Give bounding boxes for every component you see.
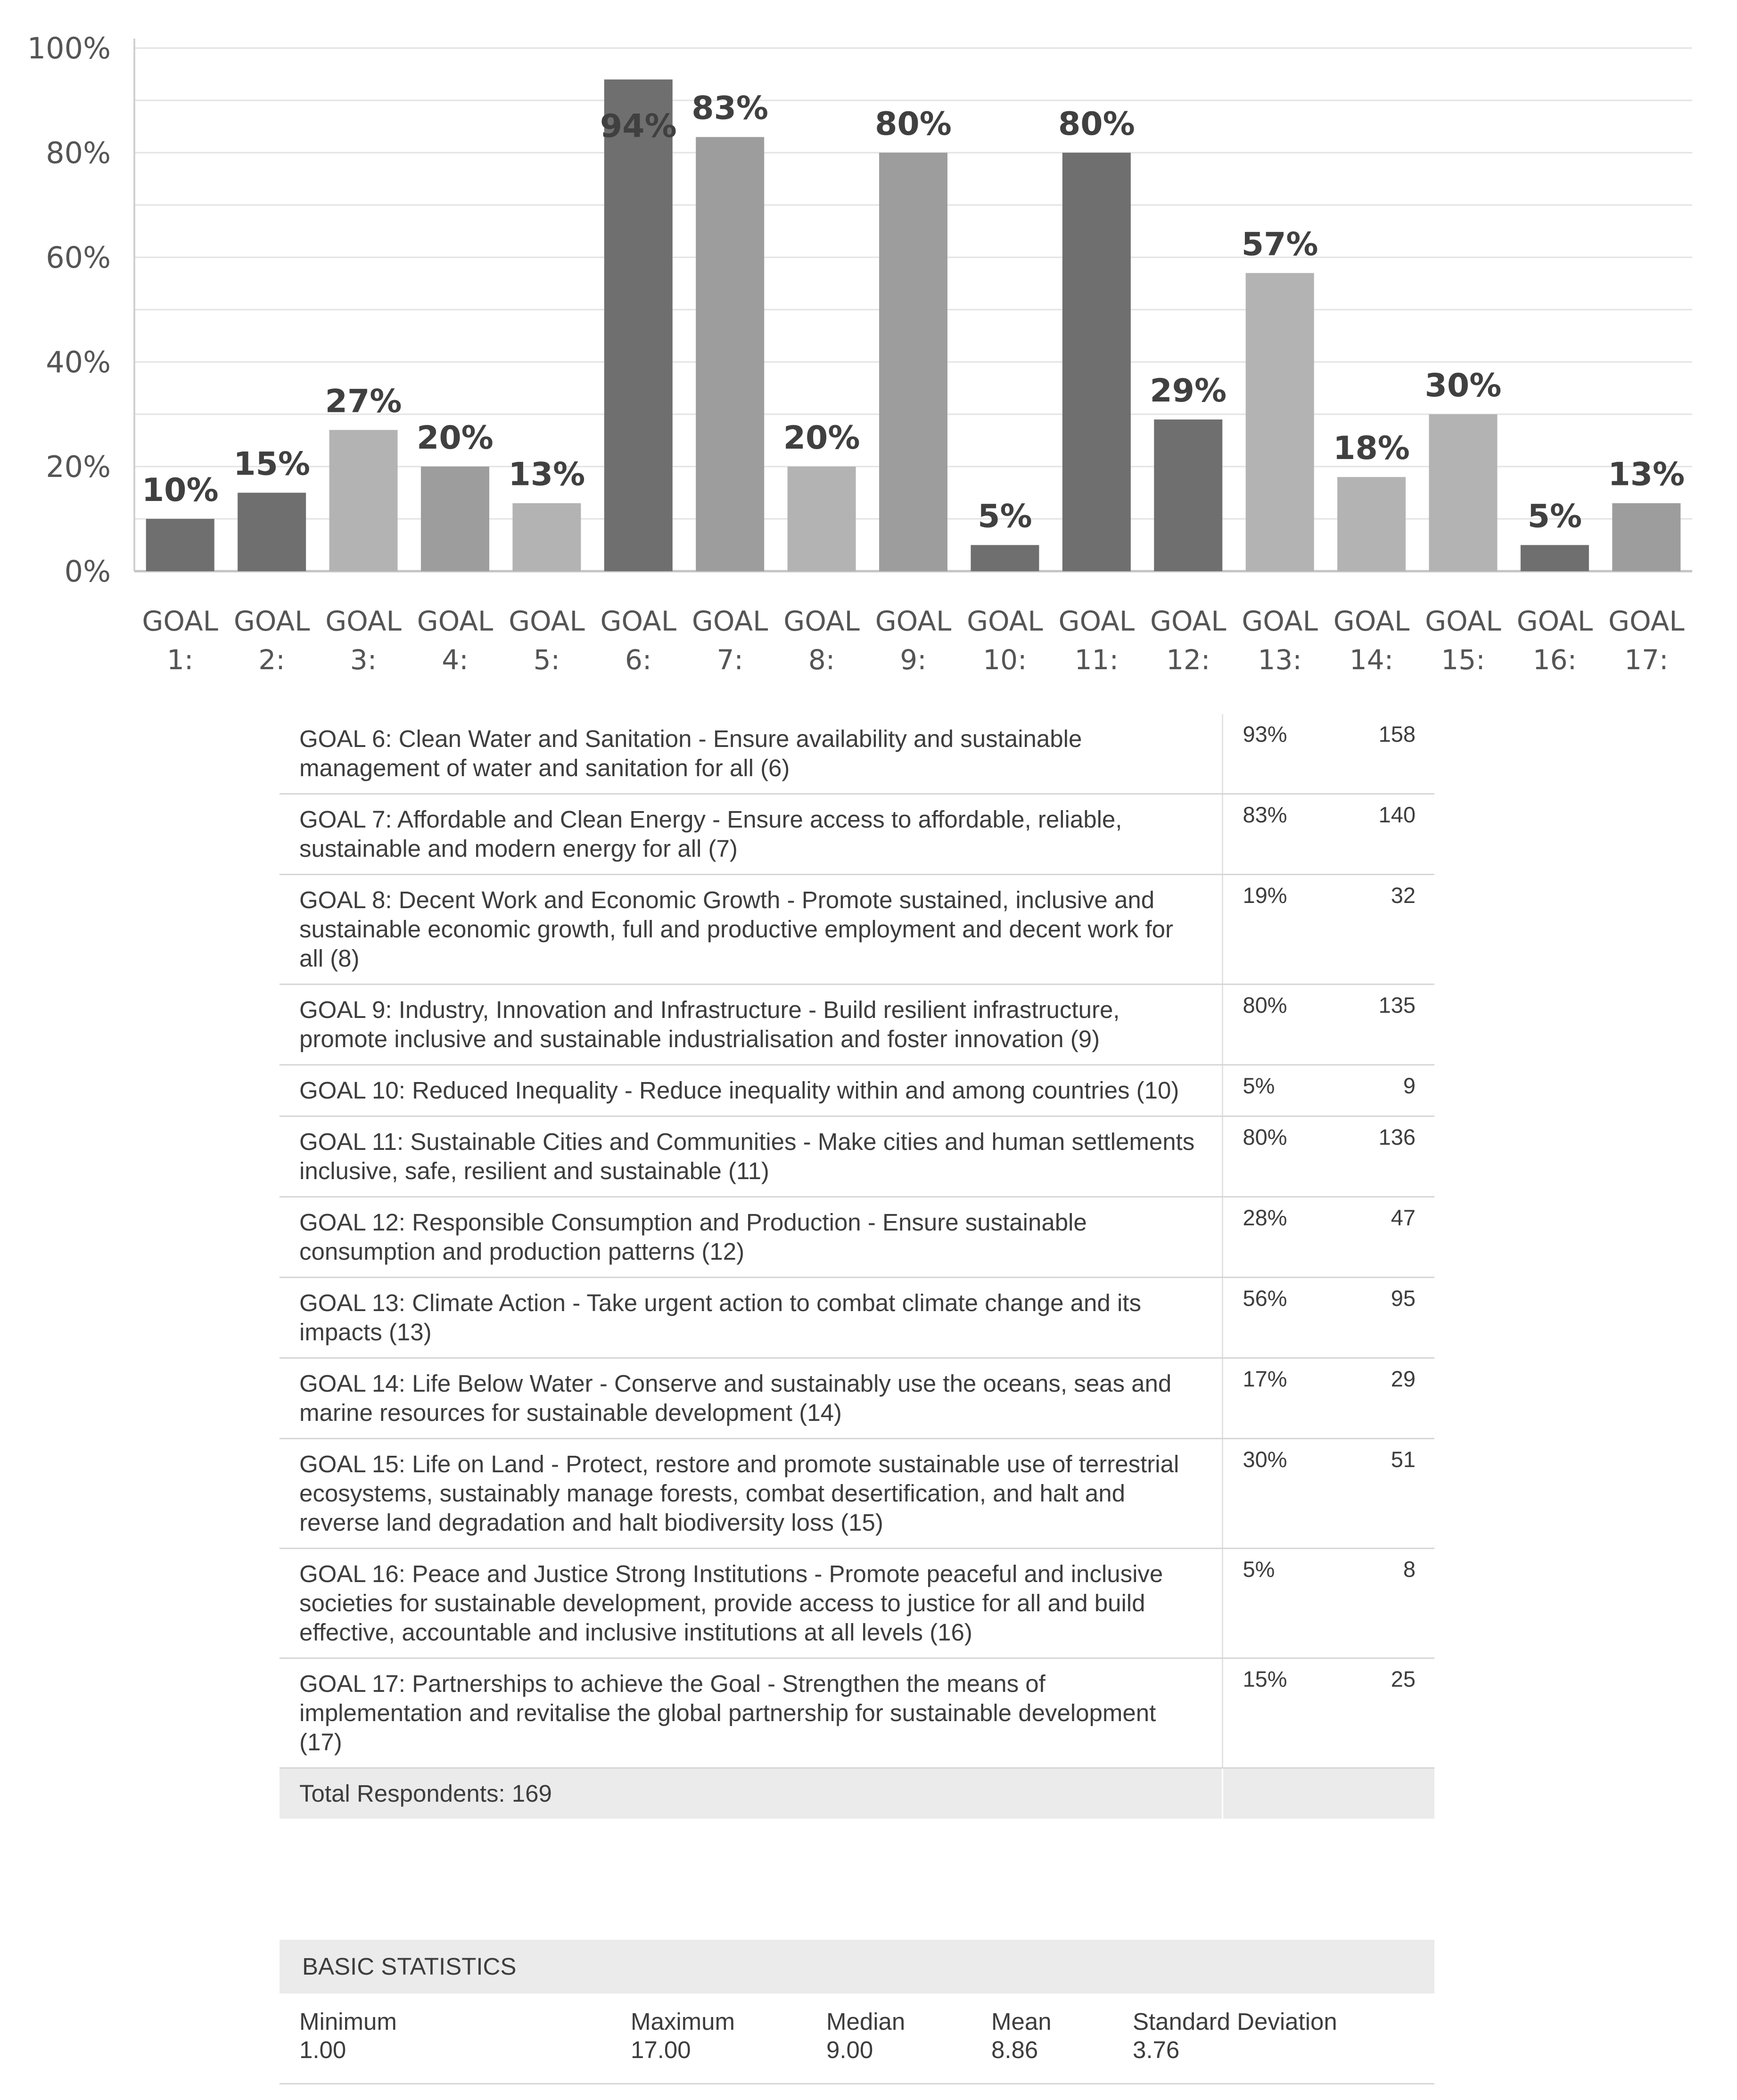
goal-percent: 15% [1222,1658,1317,1768]
stat-label: Mean [991,2008,1052,2035]
bar [1154,419,1222,571]
x-tick-label: GOAL [967,605,1043,637]
stat-standard-deviation [1133,2008,1337,2064]
x-tick-label: GOAL [1242,605,1318,637]
x-tick-label-number: 8: [808,644,835,676]
goal-description: GOAL 11: Sustainable Cities and Communities - Make cities and human settlements inclusive, safe, resilient and sustainable (11) [280,1116,1222,1197]
x-tick-label-number: 1: [166,644,194,676]
goal-count: 32 [1317,875,1434,984]
goal-description: GOAL 10: Reduced Inequality - Reduce inequality within and among countries (10) [280,1065,1222,1116]
x-tick-label-number: 11: [1074,644,1119,676]
bar [1429,414,1497,571]
x-tick-label-number: 12: [1166,644,1210,676]
data-label: 94% [600,107,677,145]
bar [1337,477,1406,571]
table-row [280,1439,1434,1549]
stat-label: Standard Deviation [1133,2008,1337,2035]
goal-percent: 56% [1222,1278,1317,1358]
data-label: 20% [783,419,860,457]
table-row [280,1358,1434,1439]
goal-count: 9 [1317,1065,1434,1116]
stat-value: 3.76 [1133,2036,1180,2063]
bar [329,430,398,571]
data-label: 18% [1333,430,1410,468]
x-tick-label-number: 10: [983,644,1027,676]
x-tick-label-number: 6: [625,644,652,676]
data-label: 29% [1150,372,1227,410]
x-tick-label: GOAL [875,605,952,637]
x-tick-label: GOAL [783,605,860,637]
y-tick-label: 40% [46,345,111,379]
stat-value: 9.00 [826,2036,873,2063]
stat-mean [991,2008,1052,2064]
x-tick-label-number: 5: [533,644,560,676]
data-label: 57% [1241,226,1318,263]
data-label: 10% [141,472,219,509]
stat-label: Median [826,2008,906,2035]
x-tick-label: GOAL [1516,605,1593,637]
total-respondents: Total Respondents: 169 [280,1768,1222,1819]
table-row [280,1549,1434,1658]
bar [146,519,214,571]
bar [696,137,764,571]
data-label: 80% [875,106,952,143]
stat-label: Minimum [299,2008,397,2035]
x-tick-label-number: 15: [1441,644,1485,676]
y-tick-label: 60% [46,240,111,275]
goals-table-container [280,714,1434,1819]
x-tick-label: GOAL [1333,605,1410,637]
x-tick-label: GOAL [600,605,677,637]
data-label: 20% [417,419,494,457]
goal-count: 136 [1317,1116,1434,1197]
x-tick-label-number: 9: [900,644,927,676]
x-tick-label: GOAL [1058,605,1135,637]
goal-percent: 80% [1222,1116,1317,1197]
table-row [280,794,1434,875]
bar [1062,153,1131,571]
goal-description: GOAL 15: Life on Land - Protect, restore and promote sustainable use of terrestrial ecosystems, sustainably manage forests, combat desertification, and halt and reverse land degradation and halt biodiversity loss (15) [280,1439,1222,1549]
bar [1612,503,1680,571]
goal-count: 135 [1317,984,1434,1065]
table-row [280,714,1434,794]
basic-statistics-header: BASIC STATISTICS [280,1940,1434,1993]
data-label: 30% [1424,367,1502,404]
bar [512,503,581,571]
x-tick-label: GOAL [1608,605,1685,637]
goals-table [280,714,1434,1819]
basic-statistics-values [280,1993,1434,2084]
stat-median [826,2008,905,2064]
data-label: 5% [1527,498,1582,535]
bar [1521,545,1589,572]
table-row [280,1065,1434,1116]
x-tick-label: GOAL [1150,605,1227,637]
goal-percent: 28% [1222,1197,1317,1278]
data-label: 83% [692,90,769,127]
x-tick-label-number: 17: [1624,644,1669,676]
table-row [280,1658,1434,1768]
x-tick-label-number: 7: [716,644,743,676]
goal-count: 95 [1317,1278,1434,1358]
goal-description: GOAL 17: Partnerships to achieve the Goal - Strengthen the means of implementation and revitalise the global partnership for sustainable development (17) [280,1658,1222,1768]
y-tick-label: 0% [64,554,111,589]
x-axis-ticks [142,605,1684,676]
stat-value: 1.00 [299,2036,346,2063]
y-tick-label: 20% [46,450,111,484]
table-row [280,984,1434,1065]
basic-statistics [280,1940,1434,2084]
stat-minimum [299,2008,397,2064]
x-tick-label: GOAL [1425,605,1501,637]
goal-percent: 83% [1222,794,1317,875]
data-label: 5% [978,498,1032,535]
x-tick-label-number: 4: [442,644,469,676]
goal-percent: 19% [1222,875,1317,984]
stat-value: 17.00 [631,2036,691,2063]
stat-maximum [631,2008,735,2064]
goal-count: 158 [1317,714,1434,794]
bar [788,467,856,571]
stat-label: Maximum [631,2008,735,2035]
goal-count: 8 [1317,1549,1434,1658]
bar [238,493,306,572]
table-row [280,1278,1434,1358]
goal-count: 25 [1317,1658,1434,1768]
goal-description: GOAL 16: Peace and Justice Strong Institutions - Promote peaceful and inclusive societies for sustainable development, provide access to justice for all and build effective, accountable and inclusive institutions at all levels (16) [280,1549,1222,1658]
goal-percent: 17% [1222,1358,1317,1439]
x-tick-label: GOAL [142,605,218,637]
bar [421,467,489,571]
x-tick-label-number: 13: [1258,644,1302,676]
bar [879,153,947,571]
data-label: 80% [1058,106,1135,143]
goal-percent: 5% [1222,1549,1317,1658]
total-empty-cell [1222,1768,1434,1819]
goal-description: GOAL 6: Clean Water and Sanitation - Ensure availability and sustainable management of water and sanitation for all (6) [280,714,1222,794]
data-label: 27% [325,383,402,420]
goal-count: 47 [1317,1197,1434,1278]
goal-description: GOAL 9: Industry, Innovation and Infrastructure - Build resilient infrastructure, promote inclusive and sustainable industrialisation and foster innovation (9) [280,984,1222,1065]
goal-description: GOAL 8: Decent Work and Economic Growth - Promote sustained, inclusive and sustainable economic growth, full and productive employment and decent work for all (8) [280,875,1222,984]
goal-percent: 5% [1222,1065,1317,1116]
x-tick-label: GOAL [233,605,310,637]
y-tick-label: 80% [46,136,111,170]
x-tick-label: GOAL [692,605,768,637]
table-row [280,1197,1434,1278]
y-axis-ticks [27,31,111,589]
y-tick-label: 100% [27,31,111,66]
stat-value: 8.86 [991,2036,1038,2063]
data-label: 13% [508,456,585,493]
table-row [280,1116,1434,1197]
goal-count: 51 [1317,1439,1434,1549]
goal-description: GOAL 7: Affordable and Clean Energy - Ensure access to affordable, reliable, sustainable and modern energy for all (7) [280,794,1222,875]
goal-percent: 93% [1222,714,1317,794]
x-tick-label-number: 2: [258,644,285,676]
x-tick-label-number: 16: [1532,644,1577,676]
goal-count: 140 [1317,794,1434,875]
data-label: 13% [1608,456,1685,493]
goal-description: GOAL 14: Life Below Water - Conserve and sustainably use the oceans, seas and marine resources for sustainable development (14) [280,1358,1222,1439]
goal-percent: 80% [1222,984,1317,1065]
table-row [280,875,1434,984]
goal-count: 29 [1317,1358,1434,1439]
x-tick-label-number: 14: [1349,644,1394,676]
goal-percent: 30% [1222,1439,1317,1549]
bar-chart [0,0,1737,697]
goal-description: GOAL 13: Climate Action - Take urgent action to combat climate change and its impacts (13) [280,1278,1222,1358]
x-tick-label: GOAL [325,605,402,637]
data-label: 15% [233,445,311,483]
x-tick-label: GOAL [417,605,494,637]
goal-description: GOAL 12: Responsible Consumption and Production - Ensure sustainable consumption and production patterns (12) [280,1197,1222,1278]
x-tick-label: GOAL [509,605,585,637]
bar [971,545,1039,572]
total-row [280,1768,1434,1819]
x-tick-label-number: 3: [350,644,377,676]
bar [1246,273,1314,571]
bar [604,80,673,571]
